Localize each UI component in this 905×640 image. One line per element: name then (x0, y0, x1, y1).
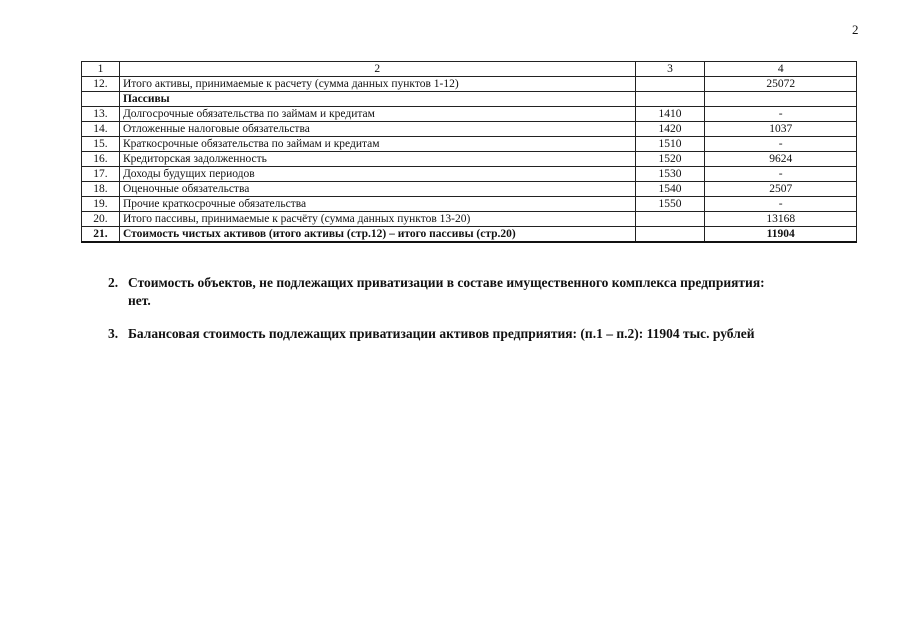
row-code-cell: 1540 (635, 182, 705, 197)
row-code-cell (635, 77, 705, 92)
column-header: 1 (82, 62, 120, 77)
table-row (82, 212, 857, 227)
table-row (82, 92, 857, 107)
table-row (82, 77, 857, 92)
row-value-cell: - (705, 137, 857, 152)
paragraph-number: 3. (108, 326, 119, 341)
row-value-cell: 11904 (705, 227, 857, 243)
paragraph-text: Балансовая стоимость подлежащих приватизации активов предприятия: (п.1 – п.2): 11904 тыс. рублей (128, 326, 755, 341)
row-number-cell: 14. (82, 122, 120, 137)
table-row (82, 122, 857, 137)
row-number-cell: 17. (82, 167, 120, 182)
paragraph-non-privatizable-objects (108, 274, 858, 310)
row-value-cell: 9624 (705, 152, 857, 167)
row-value-cell: 2507 (705, 182, 857, 197)
row-number-cell: 16. (82, 152, 120, 167)
row-number-cell: 20. (82, 212, 120, 227)
row-code-cell: 1530 (635, 167, 705, 182)
column-header: 4 (705, 62, 857, 77)
table-row (82, 152, 857, 167)
row-number-cell (82, 92, 120, 107)
row-number-cell: 12. (82, 77, 120, 92)
row-name-cell: Доходы будущих периодов (119, 167, 635, 182)
row-number-cell: 18. (82, 182, 120, 197)
row-name-cell: Отложенные налоговые обязательства (119, 122, 635, 137)
row-code-cell: 1520 (635, 152, 705, 167)
row-value-cell (705, 92, 857, 107)
row-name-cell: Итого пассивы, принимаемые к расчёту (сумма данных пунктов 13-20) (119, 212, 635, 227)
column-header: 2 (119, 62, 635, 77)
row-number-cell: 13. (82, 107, 120, 122)
row-value-cell: 25072 (705, 77, 857, 92)
paragraph-number: 2. (108, 275, 119, 290)
table-row (82, 197, 857, 212)
table-row (82, 227, 857, 243)
table-row (82, 182, 857, 197)
row-name-cell: Краткосрочные обязательства по займам и кредитам (119, 137, 635, 152)
row-value-cell: - (705, 167, 857, 182)
row-code-cell: 1420 (635, 122, 705, 137)
row-code-cell: 1550 (635, 197, 705, 212)
row-value-cell: 1037 (705, 122, 857, 137)
column-header: 3 (635, 62, 705, 77)
row-value-cell: 13168 (705, 212, 857, 227)
row-number-cell: 21. (82, 227, 120, 243)
row-code-cell: 1410 (635, 107, 705, 122)
row-number-cell: 19. (82, 197, 120, 212)
row-code-cell (635, 92, 705, 107)
row-name-cell: Пассивы (119, 92, 635, 107)
table-header-row (82, 62, 857, 77)
row-code-cell (635, 227, 705, 243)
row-value-cell: - (705, 107, 857, 122)
page-number: 2 (852, 22, 859, 37)
row-name-cell: Итого активы, принимаемые к расчету (сумма данных пунктов 1-12) (119, 77, 635, 92)
row-name-cell: Прочие краткосрочные обязательства (119, 197, 635, 212)
row-code-cell: 1510 (635, 137, 705, 152)
row-name-cell: Оценочные обязательства (119, 182, 635, 197)
row-name-cell: Стоимость чистых активов (итого активы (стр.12) – итого пассивы (стр.20) (119, 227, 635, 243)
row-name-cell: Кредиторская задолженность (119, 152, 635, 167)
table-body (82, 62, 857, 243)
row-code-cell (635, 212, 705, 227)
table-row (82, 107, 857, 122)
table-row (82, 137, 857, 152)
paragraph-text: Стоимость объектов, не подлежащих приватизации в составе имущественного комплекса предприятия: (128, 275, 765, 290)
paragraph-continuation: нет. (128, 293, 151, 308)
paragraph-book-value (108, 325, 858, 343)
row-number-cell: 15. (82, 137, 120, 152)
table-row (82, 167, 857, 182)
row-name-cell: Долгосрочные обязательства по займам и кредитам (119, 107, 635, 122)
row-value-cell: - (705, 197, 857, 212)
net-assets-table (81, 61, 857, 243)
